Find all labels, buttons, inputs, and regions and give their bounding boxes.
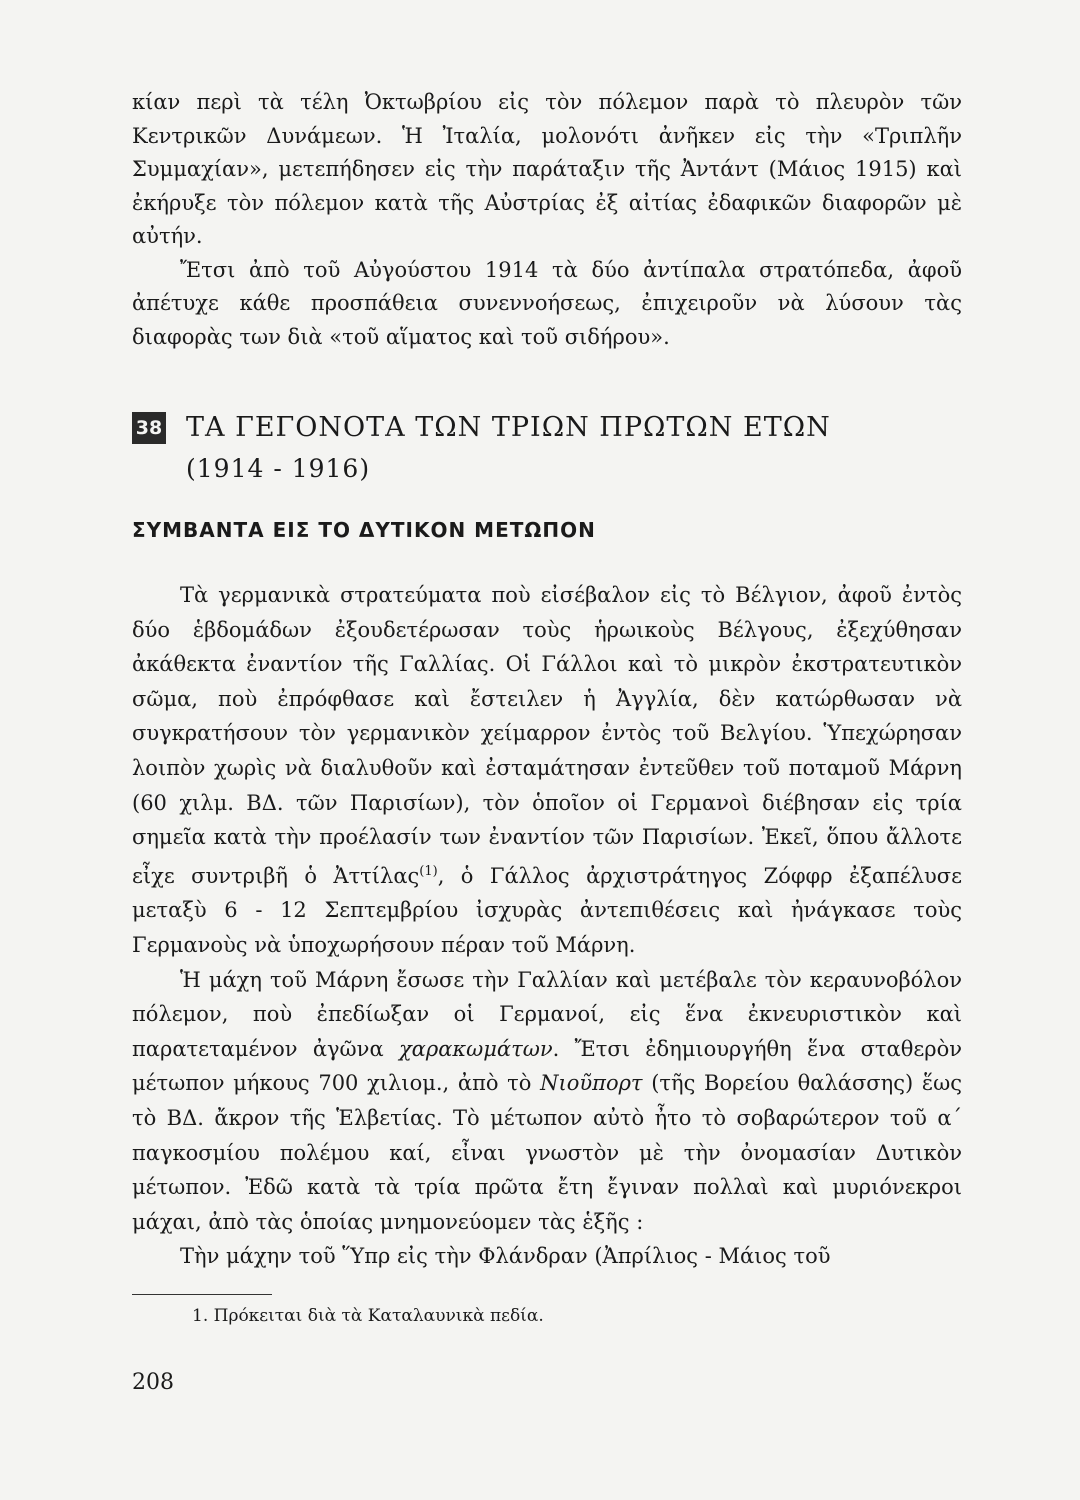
body-paragraph-1-part-b: , ὁ Γάλλος ἀρχιστράτηγος Ζόφφρ ἐξαπέλυσε μεταξὺ 6 - 12 Σεπτεμβρίου ἰσχυρὰς ἀντεπιθέσεις καὶ ἠνάγκασε τοὺς Γερμανοὺς νὰ ὑποχωρήσουν πέραν τοῦ Μάρνη. bbox=[132, 863, 962, 957]
chapter-title: ΤΑ ΓΕΓΟΝΟΤΑ ΤΩΝ ΤΡΙΩΝ ΠΡΩΤΩΝ ΕΤΩΝ bbox=[186, 412, 831, 443]
body-paragraph-2 bbox=[132, 963, 962, 1240]
body-paragraph-2-part-a: Ἡ μάχη τοῦ Μάρνη ἔσωσε τὴν Γαλλίαν καὶ μετέβαλε τὸν κεραυνοβόλον πόλεμον, ποὺ ἐπεδίωξαν οἱ Γερμανοί, εἰς ἕνα ἐκνευριστικὸν καὶ παρατεταμένον ἀγῶνα bbox=[132, 967, 962, 1061]
page bbox=[132, 86, 962, 1395]
section-body bbox=[132, 578, 962, 1274]
page-number: 208 bbox=[132, 1370, 174, 1395]
footnote-divider bbox=[132, 1294, 272, 1295]
chapter-years: (1914 - 1916) bbox=[186, 454, 371, 483]
body-paragraph-1-part-a: Τὰ γερμανικὰ στρατεύματα ποὺ εἰσέβαλον εἰς τὸ Βέλγιον, ἀφοῦ ἐντὸς δύο ἑβδομάδων ἐξουδετέρωσαν τοὺς ἡρωικοὺς Βέλγους, ἐξεχύθησαν ἀκάθεκτα ἐναντίον τῆς Γαλλίας. Οἱ Γάλλοι καὶ τὸ μικρὸν ἐκστρατευτικὸν σῶμα, ποὺ ἐπρόφθασε καὶ ἔστειλεν ἡ Ἀγγλία, δὲν κατώρθωσαν νὰ συγκρατήσουν τὸν γερμανικὸν χείμαρρον ἐντὸς τοῦ Βελγίου. Ὑπεχώρησαν λοιπὸν χωρὶς νὰ διαλυθοῦν καὶ ἐσταμάτησαν ἐντεῦθεν τοῦ ποταμοῦ Μάρνη (60 χιλμ. ΒΔ. τῶν Παρισίων), τὸν ὁποῖον οἱ Γερμανοὶ διέβησαν εἰς τρία σημεῖα κατὰ τὴν προέλασίν των ἐναντίον τῶν Παρισίων. Ἐκεῖ, ὅπου ἄλλοτε εἶχε συντριβῆ ὁ Ἀττίλας bbox=[132, 583, 962, 888]
footnote: 1. Πρόκειται διὰ τὰ Καταλαυνικὰ πεδία. bbox=[192, 1306, 544, 1326]
section-heading: ΣΥΜΒΑΝΤΑ ΕΙΣ ΤΟ ΔΥΤΙΚΟΝ ΜΕΤΩΠΟΝ bbox=[132, 518, 596, 542]
body-paragraph-2-part-c: (τῆς Βορείου θαλάσσης) ἕως τὸ ΒΔ. ἄκρον τῆς Ἑλβετίας. Τὸ μέτωπον αὐτὸ ἦτο τὸ σοβαρώτερον τοῦ α´ παγκοσμίου πολέμου καί, εἶναι γνωστὸν μὲ τὴν ὀνομασίαν Δυτικὸν μέτωπον. Ἐδῶ κατὰ τὰ τρία πρῶτα ἔτη ἔγιναν πολλαὶ καὶ μυριόνεκροι μάχαι, ἀπὸ τὰς ὁποίας μνημονεύομεν τὰς ἑξῆς : bbox=[132, 1071, 962, 1234]
italic-term-nieuport: Νιοῦπορτ bbox=[540, 1071, 643, 1096]
chapter-number-badge: 38 bbox=[132, 412, 166, 444]
body-paragraph-1 bbox=[132, 578, 962, 963]
footnote-reference: (1) bbox=[419, 863, 438, 879]
italic-term-trenches: χαρακωμάτων bbox=[398, 1036, 553, 1061]
body-paragraph-3: Τὴν μάχην τοῦ Ὕπρ εἰς τὴν Φλάνδραν (Ἀπρίλιος - Μάιος τοῦ bbox=[180, 1244, 831, 1269]
intro-text bbox=[132, 86, 962, 354]
body-paragraph-2-part-b: . Ἔτσι ἐδημιουργήθη ἕνα σταθερὸν μέτωπον μήκους 700 χιλιομ., ἀπὸ τὸ bbox=[132, 1036, 962, 1096]
intro-paragraph-1: κίαν περὶ τὰ τέλη Ὀκτωβρίου εἰς τὸν πόλεμον παρὰ τὸ πλευρὸν τῶν Κεντρικῶν Δυνάμεων. Ἡ Ἰταλία, μολονότι ἀνῆκεν εἰς τὴν «Τριπλῆν Συμμαχίαν», μετεπήδησεν εἰς τὴν παράταξιν τῆς Ἀντάντ (Μάιος 1915) καὶ ἐκήρυξε τὸν πόλεμον κατὰ τῆς Αὐστρίας ἐξ αἰτίας ἐδαφικῶν διαφορῶν μὲ αὐτήν. bbox=[132, 90, 962, 248]
intro-paragraph-2: Ἔτσι ἀπὸ τοῦ Αὐγούστου 1914 τὰ δύο ἀντίπαλα στρατόπεδα, ἀφοῦ ἀπέτυχε κάθε προσπάθεια συνεννοήσεως, ἐπιχειροῦν νὰ λύσουν τὰς διαφορὰς των διὰ «τοῦ αἵματος καὶ τοῦ σιδήρου». bbox=[132, 257, 962, 349]
